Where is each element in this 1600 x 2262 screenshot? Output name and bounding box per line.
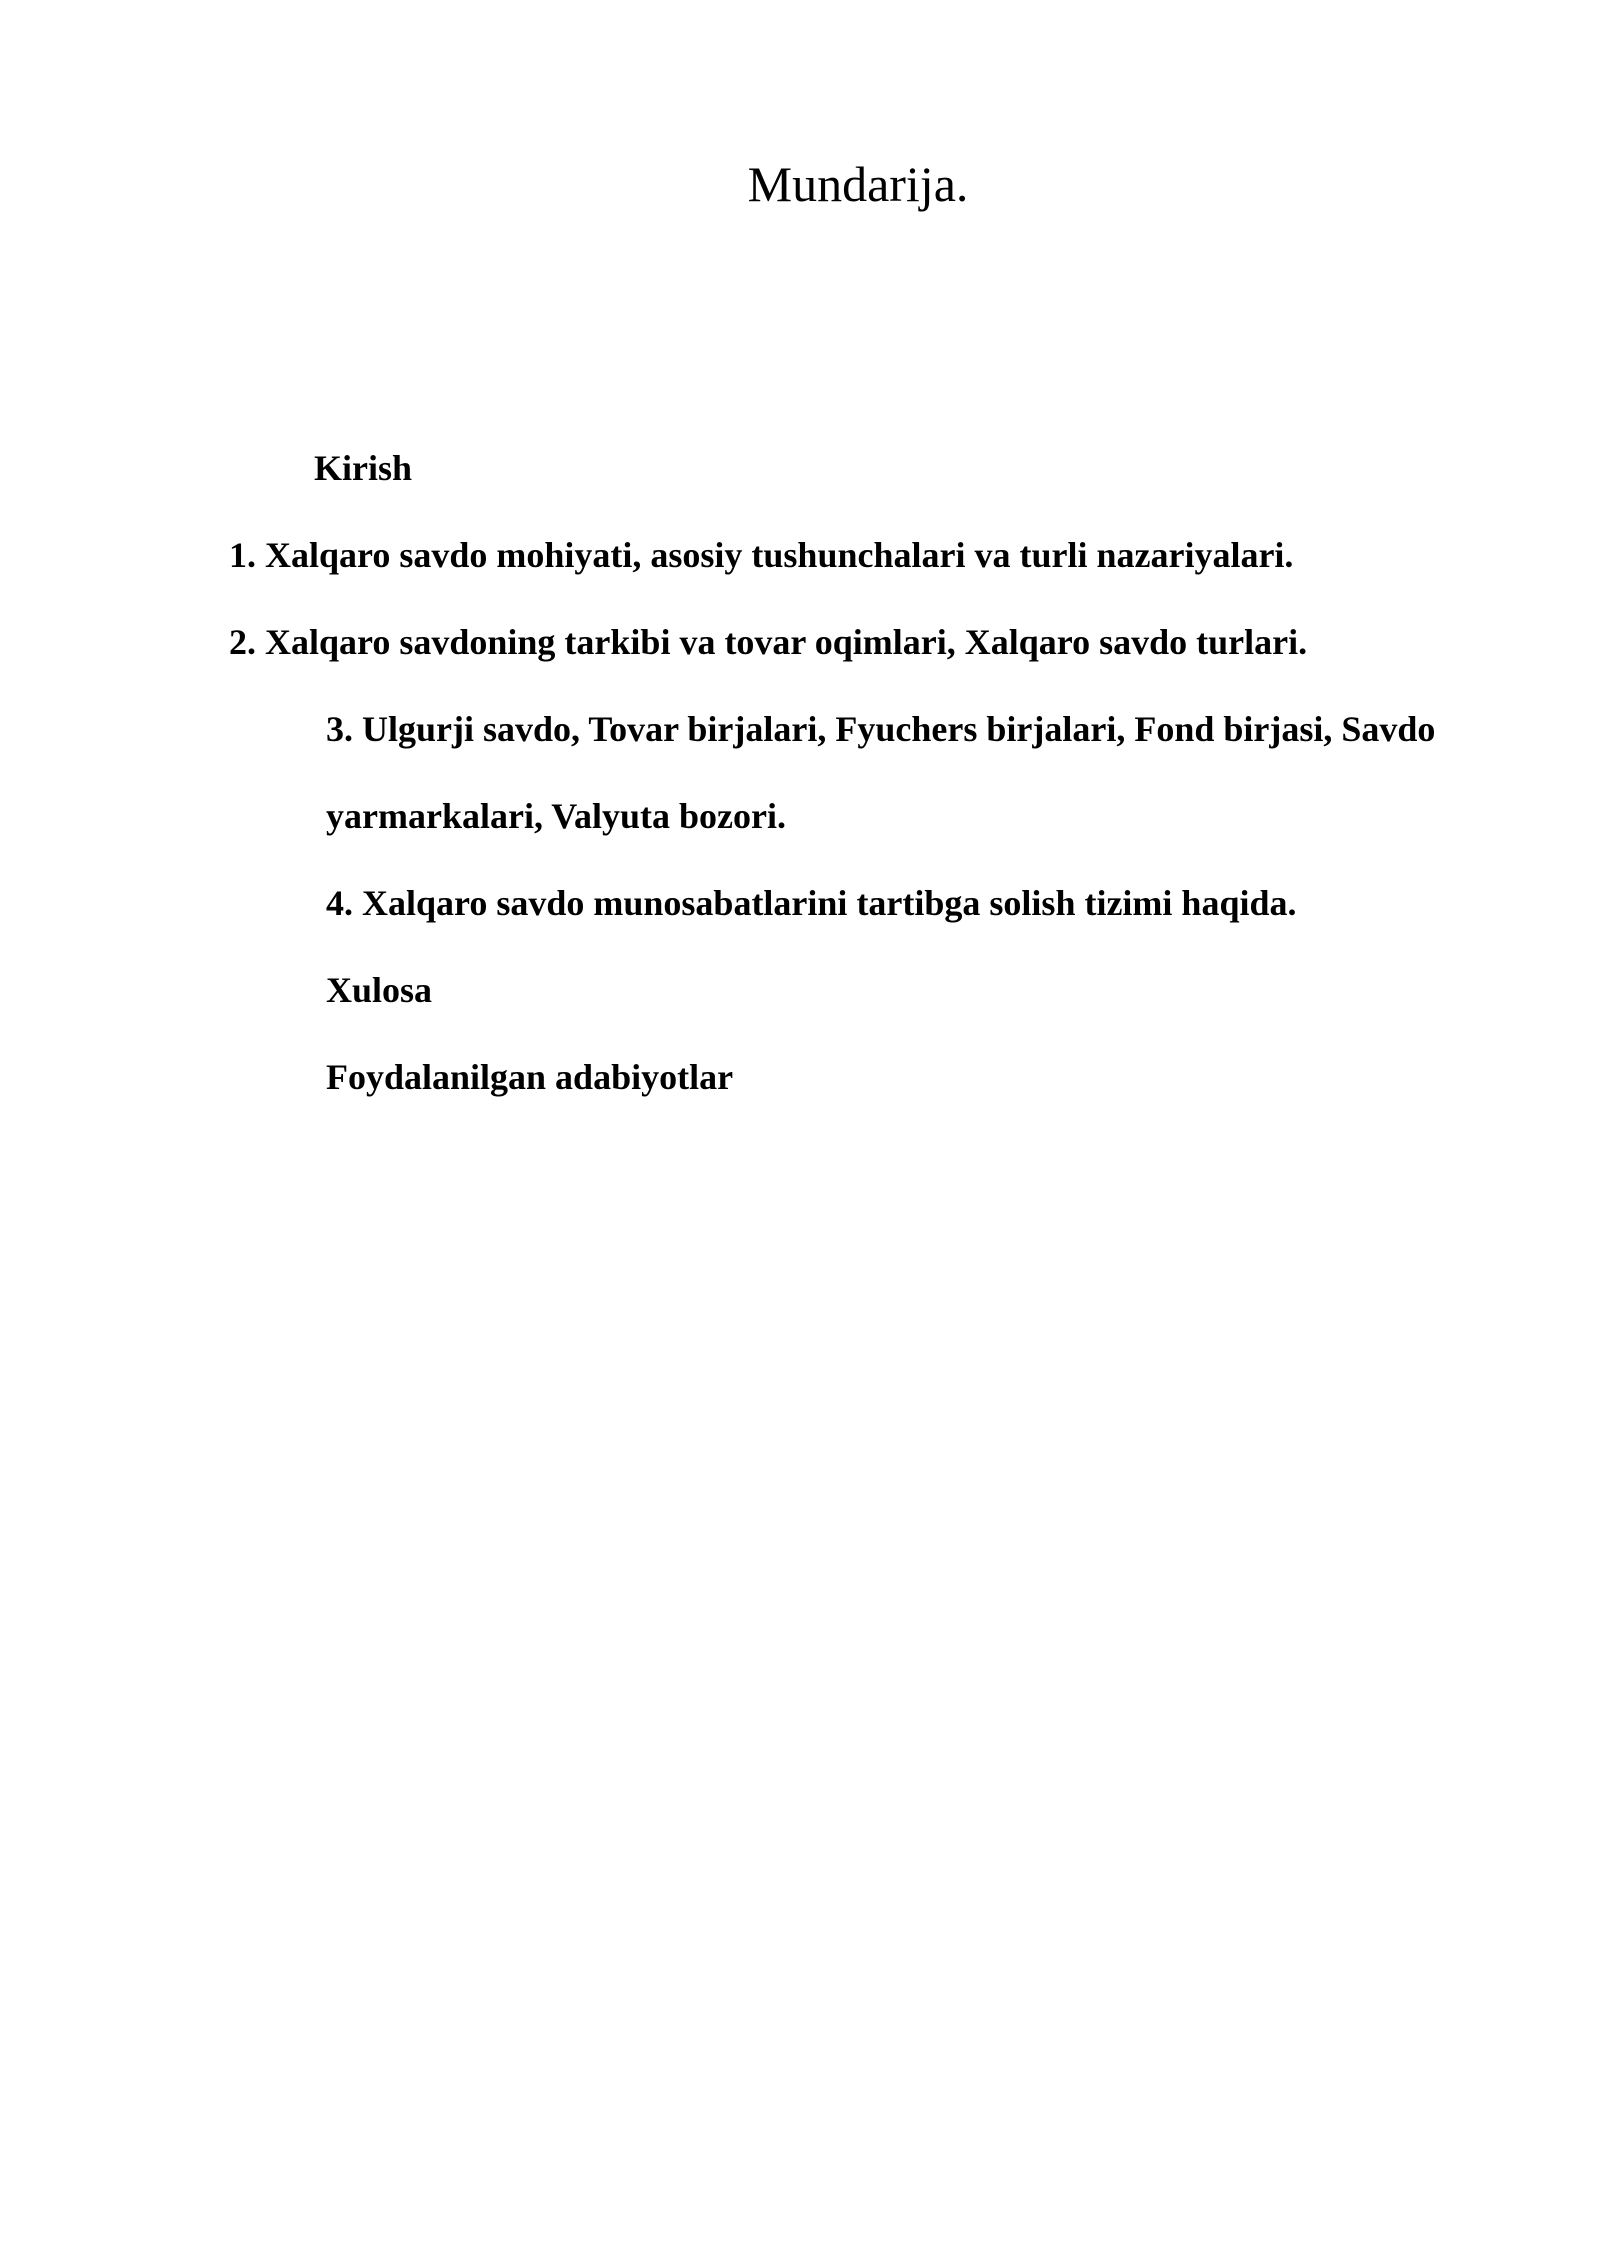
toc-item-3-line-1: 3. Ulgurji savdo, Tovar birjalari, Fyuchers birjalari, Fond birjasi, Savdo	[326, 709, 1436, 749]
toc-item-conclusion: Xulosa	[326, 970, 433, 1010]
toc-item-4: 4. Xalqaro savdo munosabatlarini tartibga solish tizimi haqida.	[326, 883, 1297, 923]
toc-item-2: 2. Xalqaro savdoning tarkibi va tovar oqimlari, Xalqaro savdo turlari.	[229, 622, 1308, 662]
toc-item-references: Foydalanilgan adabiyotlar	[326, 1057, 734, 1097]
toc-item-intro: Kirish	[314, 448, 413, 488]
toc-item-3-line-2: yarmarkalari, Valyuta bozori.	[326, 796, 786, 836]
toc-item-1: 1. Xalqaro savdo mohiyati, asosiy tushunchalari va turli nazariyalari.	[229, 535, 1294, 575]
page-title: Mundarija.	[747, 156, 969, 212]
